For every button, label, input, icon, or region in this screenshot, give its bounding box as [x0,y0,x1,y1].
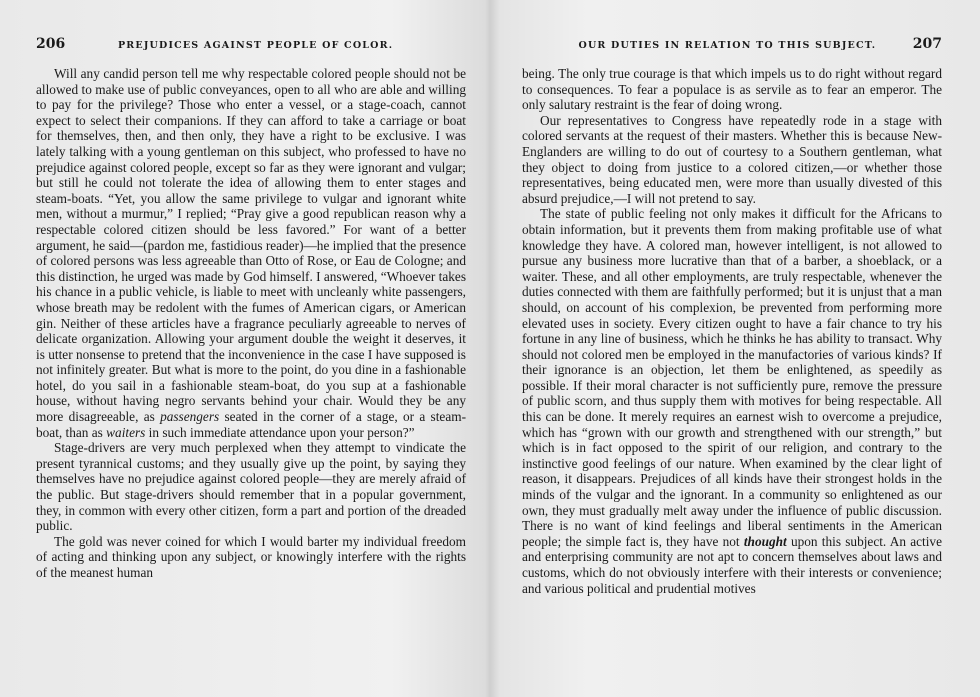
paragraph: Stage-drivers are very much perplexed when they attempt to vindicate the present tyrannical customs; and they usually give up the point, by saying they themselves have no prejudice against colored people—they are merely afraid of the public. But stage-drivers should remember that in a popular government, they, in common with every other citizen, form a part and portion of the dreaded public. [36,440,466,534]
left-page [36,36,466,581]
italic-word: waiters [106,424,146,440]
paragraph: The gold was never coined for which I would barter my individual freedom of acting and thinking upon any subject, or knowingly interfere with the rights of the meanest human [36,533,466,580]
running-title: PREJUDICES AGAINST PEOPLE OF COLOR. [117,40,394,51]
paragraph: The state of public feeling not only makes it difficult for the Africans to obtain information, but it prevents them from making profitable use of what knowledge they have. A colored man, however intelligent, is not allowed to pursue any business more lucrative than that of a barber, a shoeblack, or a waiter. These, and all other employments, are truly respectable, whenever the duties connected with them are faithfully performed; but it is unjust that a man should, on account of his complexion, be prevented from performing more elevated uses in society. Every citizen ought to have a fair chance to try his fortune in any line of business, which he thinks he has ability to transact. Why should not colored men be employed in the manufactories of various kinds? If their ignorance is an objection, let them be enlightened, as speedily as possible. If their moral character is not sufficiently pure, remove the pressure of public scorn, and thus supply them with motives for being respectable. All this can be done. It merely requires an earnest wish to overcome a prejudice, which has “grown with our growth and strengthened with our strength,” but which is in fact opposed to the spirit of our religion, and contrary to the instinctive good feelings of our nature. When examined by the clear light of reason, it disappears. Prejudices of all kinds have their strongest holds in the minds of the vulgar and the ignorant. In a community so enlightened as our own, they must gradually melt away under the influence of public discussion. There is no want of kind feelings and liberal sentiments in the American people; the simple fact is, they have not thought upon this subject. An active and enterprising community are not apt to concern themselves about laws and customs, which do not obviously interfere with their interests or convenience; and various political and prudential motives [522,206,942,596]
running-title: OUR DUTIES IN RELATION TO THIS SUBJECT. [578,40,877,51]
paragraph: Will any candid person tell me why respectable colored people should not be allowed to make use of public conveyances, open to all who are able and willing to pay for the privilege? Those who enter a vessel, or a stage-coach, cannot expect to select their companions. If they can afford to take a carriage or boat for themselves, then, and then only, they have a right to be exclusive. I was lately talking with a young gentleman on this subject, who professed to have no prejudice against colored people, except so far as they were ignorant and vulgar; but still he could not tolerate the idea of allowing them to enter stages and steam-boats. “Yet, you allow the same privilege to vulgar and ignorant white men, without a murmur,” I replied; “Pray give a good republican reason why a respectable colored citizen should be less favored.” For want of a better argument, he said—(pardon me, fastidious reader)—he implied that the presence of colored persons was less agreeable than Otto of Rose, or Eau de Cologne; and this distinction, he urged was made by God himself. I answered, “Whoever takes his chance in a public vehicle, is liable to meet with uncleanly white passengers, whose breath may be redolent with the fumes of American cigars, or American gin. Neither of these articles have a fragrance peculiarly agreeable to nerves of delicate organization. Allowing your argument double the weight it deserves, it is utter nonsense to pretend that the inconvenience in the case I have supposed is not infinitely greater. But what is more to the point, do you dine in a fashionable hotel, do you sail in a fashionable steam-boat, do you sup at a fashionable house, without having negro servants behind your chair. Would they be any more disagreeable, as passengers seated in the corner of a stage, or a steam-boat, than as waiters in such immediate attendance upon your person?” [36,66,467,440]
right-page-text [522,66,942,596]
left-page-text [36,66,466,581]
right-running-head [522,36,942,52]
page-number: 207 [912,36,942,52]
right-page [522,36,942,596]
left-running-head [36,36,466,52]
paragraph: being. The only true courage is that which impels us to do right without regard to consequences. To fear a populace is as servile as to fear an emperor. The only salutary restraint is the fear of doing wrong. [522,66,942,113]
italic-word: thought [743,533,787,549]
page-number: 206 [36,36,66,52]
italic-word: passengers [160,409,220,425]
paragraph: Our representatives to Congress have repeatedly rode in a stage with colored servants at the request of their masters. Whether this is because New-Englanders are willing to do out of courtesy to a Southern gentleman, what they object to doing from justice to a colored citizen,—or whether those representatives, being educated men, were more than usually divested of this absurd prejudice,—I will not pretend to say. [522,112,942,206]
